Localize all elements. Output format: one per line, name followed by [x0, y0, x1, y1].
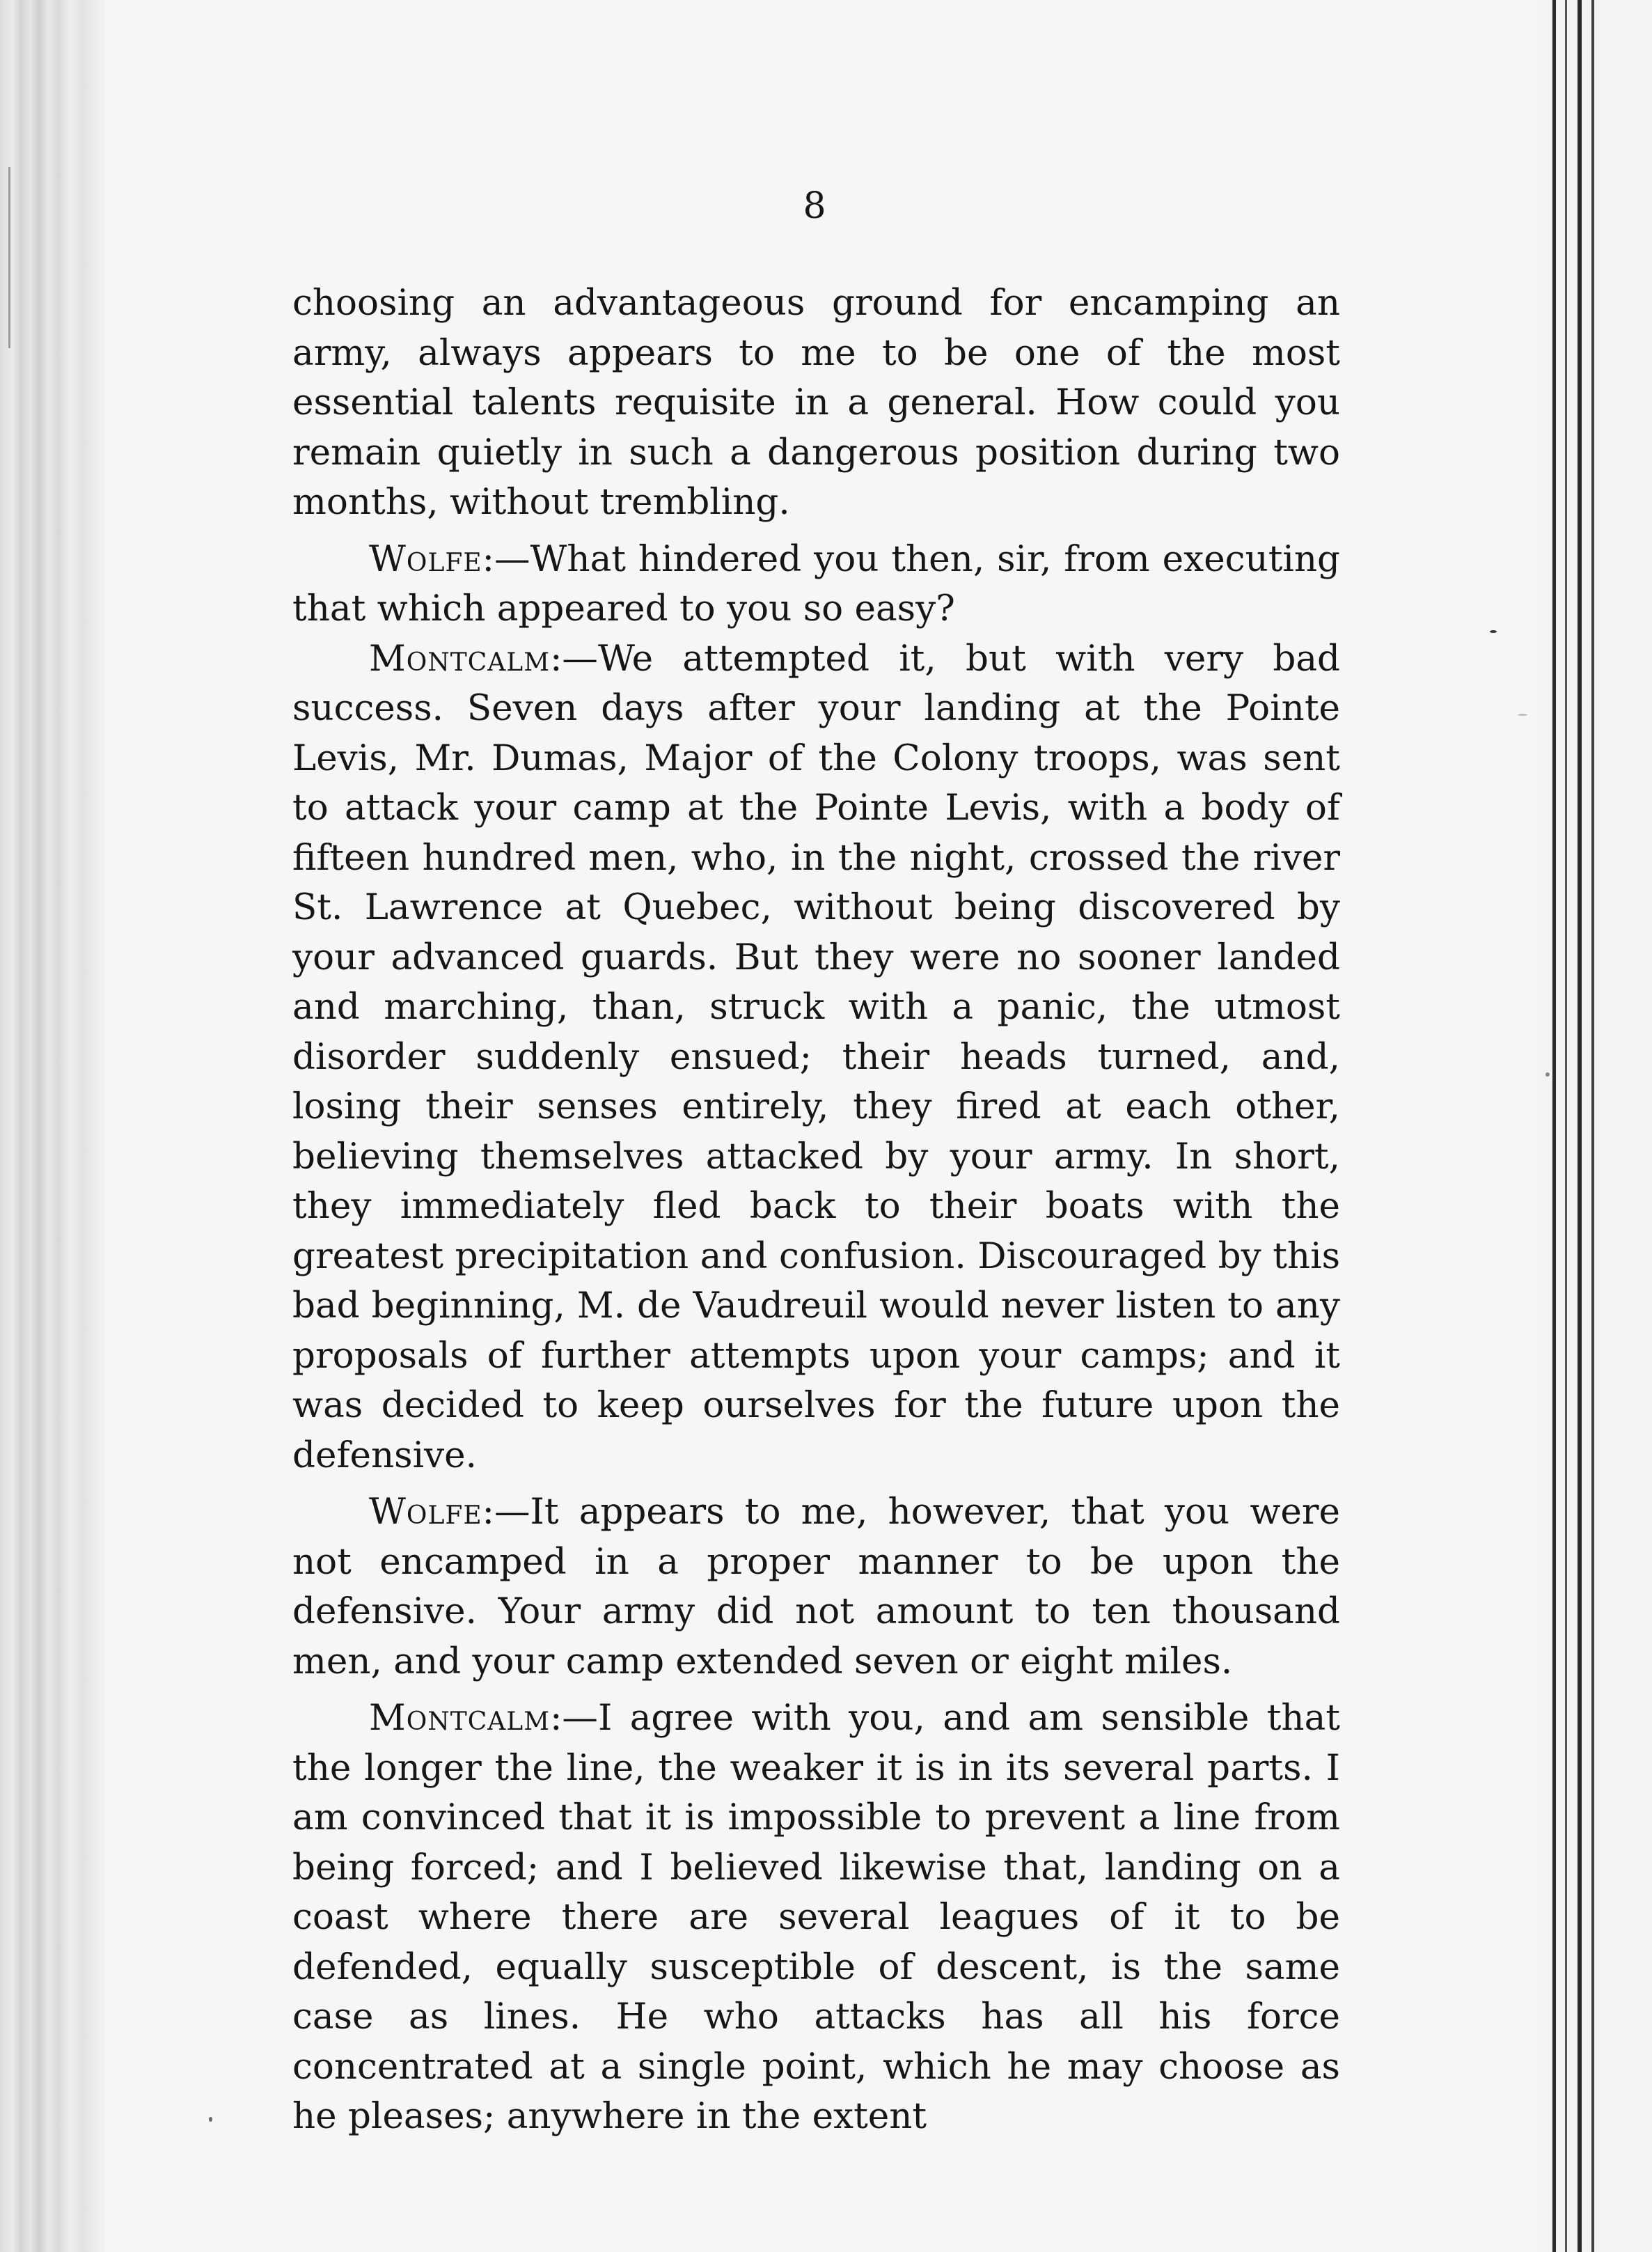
paper-speck	[1545, 1072, 1550, 1077]
speaker-name: Wolfe	[369, 538, 482, 580]
speaker-name: Montcalm	[369, 637, 551, 680]
paragraph-text: We attempted it, but with very bad success. Seven days after your landing at the Pointe Levis, Mr. Dumas, Major of the Colony troops, was sent to attack your camp at the Pointe Levis, with a body of fifteen hundred men, who, in the night, crossed the river St. Lawrence at Quebec, without being discovered by your advanced guards. But they were no sooner landed and marching, than, struck with a panic, the utmost disorder suddenly ensued; their heads turned, and, losing their senses entirely, they fired at each other, believing themselves attacked by your army. In short, they immediately fled back to their boats with the greatest precipitation and confusion. Discouraged by this bad beginning, M. de Vaudreuil would never listen to any proposals of further attempts upon your camps; and it was decided to keep ourselves for the future upon the defensive.	[292, 637, 1340, 1476]
paragraph-text: choosing an advantageous ground for encamping an army, always appears to me to be one of the most essential talents requisite in a general. How could you remain quietly in such a dangerous position during two months, without trembling.	[292, 282, 1340, 523]
speaker-name: Wolfe	[369, 1491, 482, 1533]
paragraph-wolfe	[292, 535, 1340, 634]
page-number: 8	[803, 185, 826, 227]
paragraph-text: I agree with you, and am sensible that the longer the line, the weaker it is in its several parts. I am convinced that it is impossible to prevent a line from being forced; and I believed likewise that, landing on a coast where there are several leagues of it to be defended, equally susceptible of descent, is the same case as lines. He who attacks has all his force concentrated at a single point, which he may choose as he pleases; anywhere in the extent	[292, 1697, 1340, 2137]
paragraph-montcalm	[292, 634, 1340, 1481]
paragraph-continuation	[292, 279, 1340, 528]
speaker-separator: :—	[482, 538, 530, 580]
paragraph-text: It appears to me, however, that you were not encamped in a proper manner to be upon the defensive. Your army did not amount to ten thousand men, and your camp extended seven or eight miles.	[292, 1491, 1340, 1682]
paper-speck	[209, 2117, 212, 2122]
paragraph-montcalm	[292, 1694, 1340, 2142]
paragraph-text: What hindered you then, sir, from executing that which appeared to you so easy?	[292, 538, 1340, 630]
speaker-separator: :—	[550, 637, 598, 680]
paper-speck	[1490, 630, 1497, 633]
paper-speck	[1518, 714, 1527, 716]
speaker-separator: :—	[550, 1697, 598, 1739]
speaker-separator: :—	[482, 1491, 530, 1533]
body-text	[292, 279, 1340, 2142]
speaker-name: Montcalm	[369, 1697, 551, 1739]
paragraph-wolfe	[292, 1487, 1340, 1687]
